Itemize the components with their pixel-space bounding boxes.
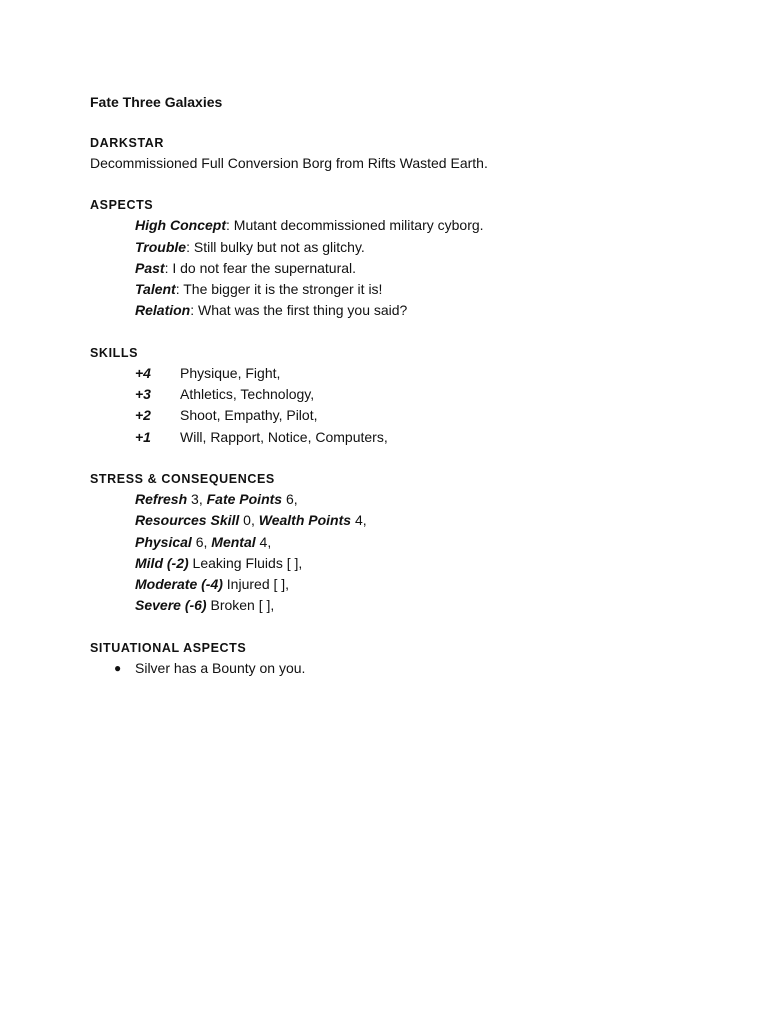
skill-rank: +1 <box>135 428 151 445</box>
list-item <box>90 658 730 679</box>
aspect-text: : Still bulky but not as glitchy. <box>186 238 365 255</box>
aspect-trouble <box>90 237 730 258</box>
situational-aspects-list <box>90 658 730 679</box>
refresh-fate-line <box>90 489 730 510</box>
aspect-label: Past <box>135 259 165 276</box>
aspect-label: High Concept <box>135 217 226 234</box>
aspect-text: : What was the first thing you said? <box>190 302 408 319</box>
skill-list: Athletics, Technology, <box>180 386 315 403</box>
severe-label: Severe (-6) <box>135 597 207 614</box>
mild-consequence-line <box>90 553 730 574</box>
physical-mental-line <box>90 532 730 553</box>
bullet-icon: ● <box>114 660 122 675</box>
severe-value: Broken [ ], <box>206 597 275 614</box>
situational-aspect-text: Silver has a Bounty on you. <box>135 659 306 676</box>
aspect-label: Trouble <box>135 238 187 255</box>
physical-value: 6, <box>191 533 212 550</box>
aspect-text: : Mutant decommissioned military cyborg. <box>226 217 484 234</box>
document-page <box>90 92 730 679</box>
aspect-talent <box>90 279 730 300</box>
skill-row <box>90 384 730 405</box>
severe-consequence-line <box>90 595 730 616</box>
wealth-value: 4, <box>351 512 367 529</box>
skill-row <box>90 363 730 384</box>
moderate-value: Injured [ ], <box>222 576 290 593</box>
skill-row <box>90 427 730 448</box>
resources-wealth-line <box>90 510 730 531</box>
resources-value: 0, <box>239 512 259 529</box>
character-description: Decommissioned Full Conversion Borg from Rifts Wasted Earth. <box>90 155 488 171</box>
mild-value: Leaking Fluids [ ], <box>188 554 303 571</box>
skills-list <box>90 363 730 448</box>
skill-list: Physique, Fight, <box>180 364 281 381</box>
aspect-text: : The bigger it is the stronger it is! <box>175 281 383 298</box>
aspect-high-concept <box>90 215 730 236</box>
aspect-text: : I do not fear the supernatural. <box>164 259 357 276</box>
skill-list: Shoot, Empathy, Pilot, <box>180 407 318 424</box>
mental-label: Mental <box>211 533 256 550</box>
mild-label: Mild (-2) <box>135 554 189 571</box>
stress-heading: STRESS & CONSEQUENCES <box>90 471 275 486</box>
moderate-label: Moderate (-4) <box>135 576 223 593</box>
skill-list: Will, Rapport, Notice, Computers, <box>180 428 388 445</box>
character-name-heading: DARKSTAR <box>90 136 165 150</box>
situational-aspects-heading: SITUATIONAL ASPECTS <box>90 640 247 655</box>
skill-rank: +4 <box>135 364 151 381</box>
document-title: Fate Three Galaxies <box>90 94 223 110</box>
refresh-label: Refresh <box>135 490 188 507</box>
aspects-list <box>90 215 730 321</box>
mental-value: 4, <box>255 533 272 550</box>
aspect-label: Talent <box>135 281 176 298</box>
fate-points-value: 6, <box>282 490 298 507</box>
aspect-relation <box>90 300 730 321</box>
moderate-consequence-line <box>90 574 730 595</box>
refresh-value: 3, <box>187 490 207 507</box>
skill-row <box>90 405 730 426</box>
skill-rank: +2 <box>135 407 151 424</box>
stress-list <box>90 489 730 617</box>
skills-heading: SKILLS <box>90 345 139 360</box>
aspects-heading: ASPECTS <box>90 198 154 213</box>
skill-rank: +3 <box>135 386 151 403</box>
fate-points-label: Fate Points <box>206 490 283 507</box>
aspect-past <box>90 258 730 279</box>
resources-label: Resources Skill <box>135 512 240 529</box>
aspect-label: Relation <box>135 302 191 319</box>
wealth-label: Wealth Points <box>258 512 352 529</box>
physical-label: Physical <box>135 533 192 550</box>
